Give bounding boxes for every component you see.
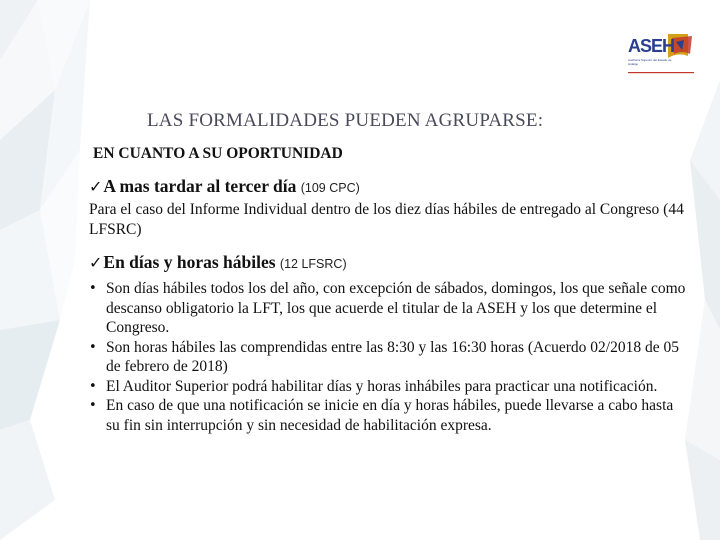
- slide-subtitle: EN CUANTO A SU OPORTUNIDAD: [93, 145, 343, 162]
- bullet-icon: •: [89, 281, 97, 296]
- section-heading-1-text: A mas tardar al tercer día: [103, 176, 297, 196]
- section-1-paragraph: Para el caso del Informe Individual dentro de los diez días hábiles de entregado al Congreso (44 LFSRC): [89, 201, 684, 238]
- list-item: [89, 338, 689, 377]
- list-item: [89, 279, 689, 338]
- bullet-icon: •: [89, 339, 97, 355]
- list-item: [89, 377, 689, 397]
- checkmark-icon: ✓: [89, 253, 103, 272]
- section-heading-1-ref: (109 CPC): [300, 181, 360, 195]
- logo-tagline: Auditoría Superior del Estado de Hidalgo: [628, 58, 672, 66]
- list-item-text: En caso de que una notificación se inicie en día y horas hábiles, puede llevarse a cabo hasta su fin sin interrupción y sin necesidad de habilitación expresa.: [106, 397, 674, 434]
- list-item-text: Son días hábiles todos los del año, con excepción de sábados, domingos, los que señale como descanso obligatorio la LFT, los que acuerde el titular de la ASEH y los que determine el Congreso.: [106, 280, 686, 336]
- list-item-text: Son horas hábiles las comprendidas entre las 8:30 y las 16:30 horas (Acuerdo 02/2018 de 05 de febrero de 2018): [106, 338, 679, 375]
- logo-name: ASEH: [628, 36, 675, 56]
- section-heading-2-ref: (12 LFSRC): [279, 257, 347, 271]
- section-heading-1: [89, 176, 360, 197]
- list-item-text: El Auditor Superior podrá habilitar días y horas inhábiles para practicar una notificación.: [106, 377, 658, 395]
- section-heading-2: [89, 252, 347, 273]
- list-item: [89, 396, 689, 435]
- section-2-bullet-list: [89, 279, 689, 435]
- section-heading-2-text: En días y horas hábiles: [103, 252, 276, 272]
- bullet-icon: •: [89, 398, 97, 413]
- aseh-logo: [618, 30, 698, 78]
- slide-title: LAS FORMALIDADES PUEDEN AGRUPARSE:: [147, 110, 544, 131]
- bullet-icon: •: [89, 378, 97, 394]
- checkmark-icon: ✓: [89, 177, 103, 196]
